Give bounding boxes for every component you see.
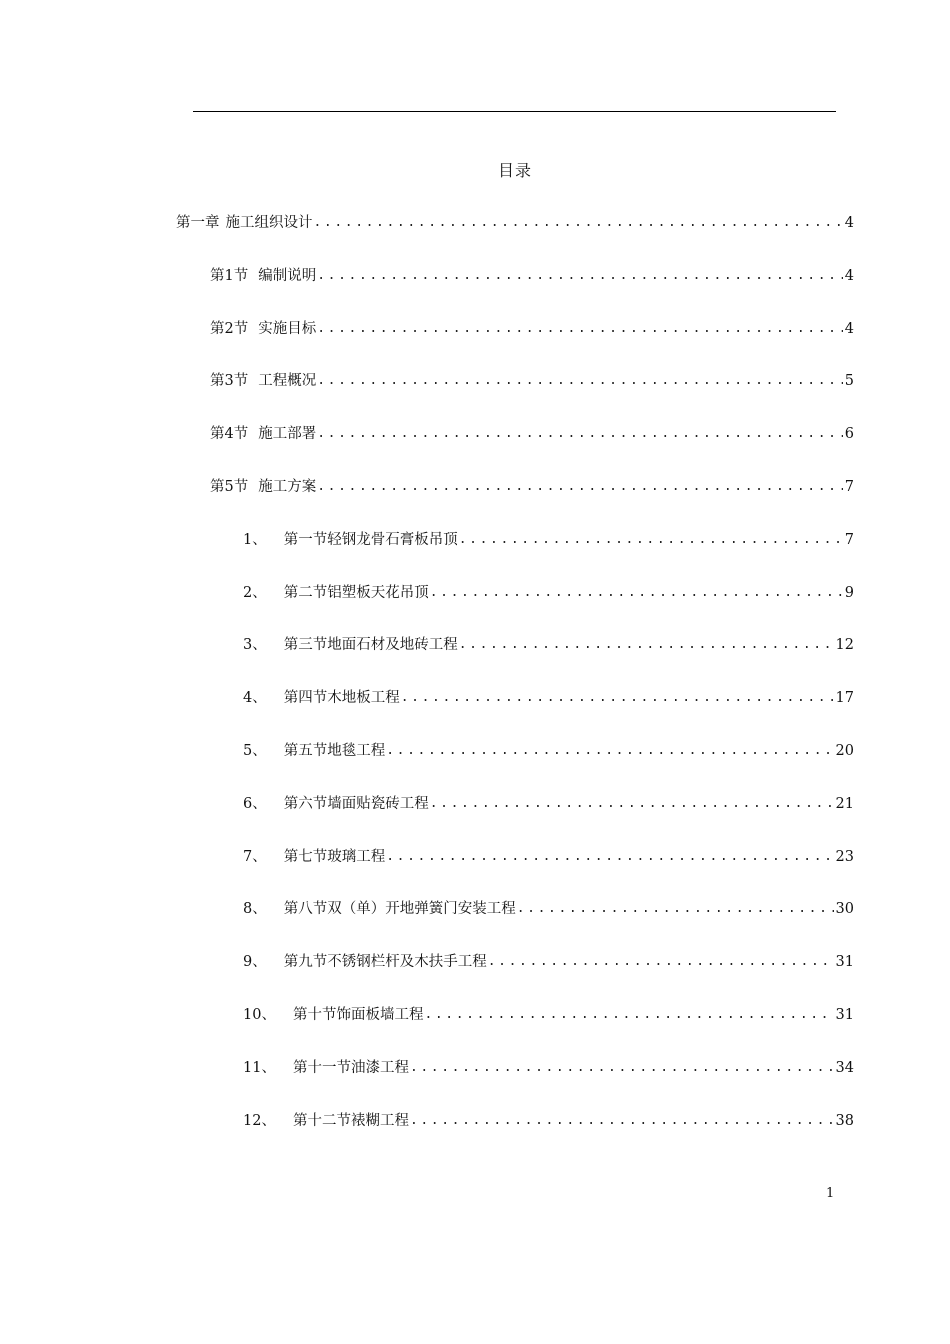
toc-entry[interactable] (243, 739, 854, 763)
toc-entry-number: 11、 (243, 1059, 276, 1076)
toc-dot-leader (430, 792, 834, 816)
toc-entry-page: 38 (835, 1112, 854, 1129)
toc-dot-leader (317, 264, 843, 288)
toc-entry-number: 9、 (243, 954, 267, 971)
toc-entry-number: 8、 (243, 901, 267, 918)
toc-entry[interactable] (243, 686, 854, 710)
toc-dot-leader (386, 739, 833, 763)
toc-entry-number: 6、 (243, 795, 267, 812)
toc-entry-label: 第一节轻钢龙骨石膏板吊顶 (283, 531, 458, 548)
toc-entry[interactable] (210, 264, 854, 288)
toc-entry-number: 3、 (243, 637, 267, 654)
toc-dot-leader (430, 581, 843, 605)
toc-dot-leader (317, 317, 843, 341)
toc-entry-label: 第九节不锈钢栏杆及木扶手工程 (283, 954, 487, 971)
toc-entry-label: 第六节墙面贴瓷砖工程 (283, 795, 429, 812)
toc-entry[interactable] (243, 845, 854, 869)
toc-entry[interactable] (243, 1056, 854, 1080)
toc-entry-page: 34 (835, 1059, 854, 1076)
toc-entry-number: 第一章 (176, 215, 220, 231)
toc-entry-page: 30 (835, 901, 854, 918)
toc-dot-leader (317, 475, 843, 499)
toc-entry[interactable] (176, 211, 854, 235)
toc-entry-label: 施工部署 (258, 426, 317, 443)
toc-entry-page: 4 (844, 320, 854, 337)
toc-entry-number: 10、 (243, 1007, 276, 1023)
toc-entry-page: 7 (844, 479, 854, 495)
toc-entry[interactable] (210, 369, 854, 393)
toc-entry-page: 4 (844, 267, 854, 284)
toc-entry-page: 31 (835, 1007, 854, 1023)
toc-entry-number: 第4节 (210, 426, 249, 443)
toc-entry[interactable] (243, 581, 854, 605)
toc-entry-label: 第八节双（单）开地弹簧门安装工程 (283, 901, 516, 918)
toc-entry-label: 实施目标 (258, 320, 317, 337)
toc-entry-label: 第三节地面石材及地砖工程 (283, 637, 458, 654)
toc-entry-number: 第1节 (210, 267, 249, 284)
toc-entry-label: 第二节铝塑板天花吊顶 (283, 584, 429, 601)
toc-dot-leader (488, 950, 834, 974)
toc-dot-leader (314, 211, 843, 235)
page-number: 1 (826, 1186, 835, 1201)
toc-entry-page: 31 (835, 954, 854, 971)
toc-entry-label: 施工方案 (258, 479, 317, 495)
toc-entry-label: 施工组织设计 (225, 215, 313, 231)
toc-entry[interactable] (243, 528, 854, 552)
toc-entry[interactable] (243, 792, 854, 816)
toc-entry[interactable] (210, 317, 854, 341)
toc-entry[interactable] (243, 1109, 854, 1133)
toc-dot-leader (317, 422, 843, 446)
toc-entry-page: 6 (844, 426, 854, 443)
toc-entry[interactable] (243, 897, 854, 921)
toc-entry-label: 第十一节油漆工程 (292, 1059, 409, 1076)
toc-entry-number: 第3节 (210, 373, 249, 390)
toc-entry-page: 23 (835, 848, 854, 865)
toc-entry[interactable] (210, 475, 854, 499)
toc-entry[interactable] (243, 633, 854, 657)
toc-entry[interactable] (243, 1003, 854, 1027)
toc-dot-leader (517, 897, 834, 921)
toc-dot-leader (424, 1003, 833, 1027)
toc-entry-label: 编制说明 (258, 267, 317, 284)
toc-entry-label: 第七节玻璃工程 (283, 848, 386, 865)
toc-entry-number: 2、 (243, 584, 267, 601)
toc-title: 目录 (497, 161, 532, 180)
toc-entry-label: 第四节木地板工程 (283, 690, 400, 707)
toc-entry[interactable] (210, 422, 854, 446)
toc-dot-leader (410, 1056, 834, 1080)
toc-entry-number: 4、 (243, 690, 267, 707)
toc-dot-leader (386, 845, 833, 869)
toc-dot-leader (317, 369, 843, 393)
toc-entry-page: 21 (835, 795, 854, 812)
toc-entry-label: 第十二节裱糊工程 (292, 1112, 409, 1129)
toc-entry-page: 20 (835, 743, 854, 759)
toc-entry-label: 工程概况 (258, 373, 317, 390)
toc-entry-label: 第五节地毯工程 (283, 743, 386, 759)
toc-entry-number: 7、 (243, 848, 267, 865)
toc-entry[interactable] (243, 950, 854, 974)
toc-entry-page: 7 (844, 531, 854, 548)
toc-entry-number: 12、 (243, 1112, 276, 1129)
toc-entry-page: 5 (844, 373, 854, 390)
toc-entry-page: 12 (835, 637, 854, 654)
toc-entry-label: 第十节饰面板墙工程 (292, 1007, 424, 1023)
toc-entry-number: 5、 (243, 743, 267, 759)
toc-dot-leader (459, 633, 834, 657)
toc-entry-number: 1、 (243, 531, 267, 548)
toc-entry-number: 第5节 (210, 479, 249, 495)
toc-entry-page: 17 (835, 690, 854, 707)
toc-dot-leader (459, 528, 843, 552)
toc-entry-page: 9 (844, 584, 854, 601)
toc-entry-number: 第2节 (210, 320, 249, 337)
toc-dot-leader (401, 686, 834, 710)
toc-dot-leader (410, 1109, 834, 1133)
toc-entry-page: 4 (844, 215, 854, 231)
